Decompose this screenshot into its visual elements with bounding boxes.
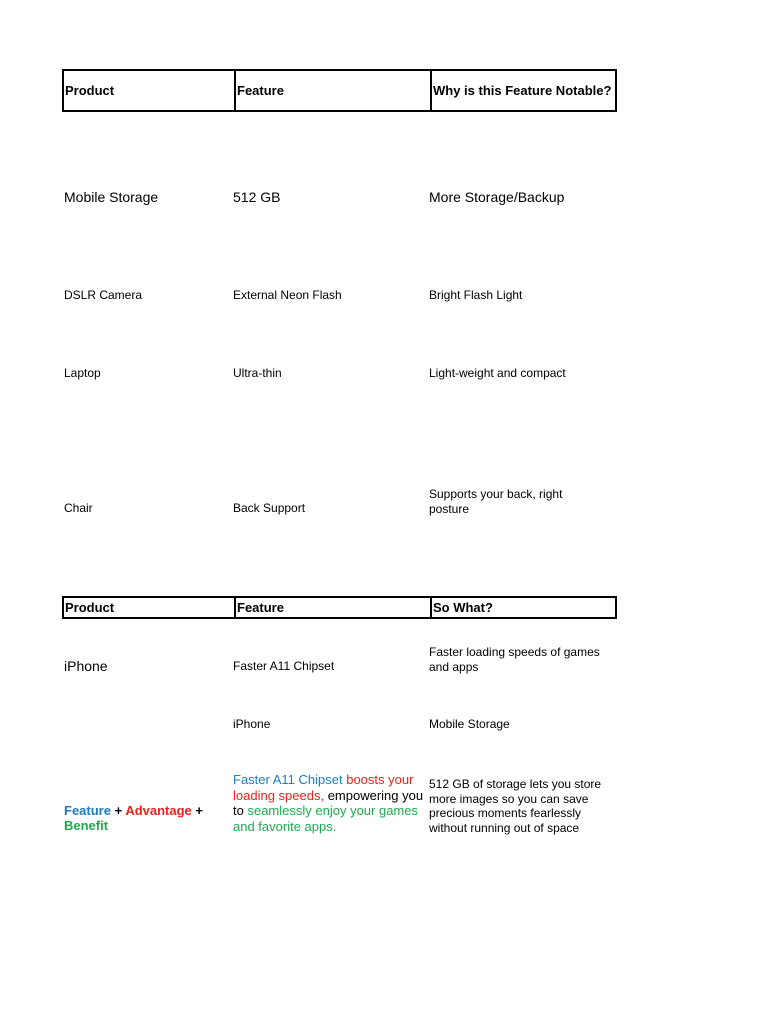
table2-row2-product: iPhone bbox=[233, 717, 271, 731]
fab-feature-word: Feature bbox=[64, 803, 111, 818]
table1-row2-feature: External Neon Flash bbox=[233, 288, 342, 302]
fab-example-storage: 512 GB of storage lets you store more images so you can save precious moments fearlessly without running out of space bbox=[429, 777, 602, 835]
example-feature: Faster A11 Chipset bbox=[233, 772, 343, 787]
table1-header-product: Product bbox=[65, 83, 115, 98]
table1-row4-feature: Back Support bbox=[233, 501, 306, 515]
table1-header-feature: Feature bbox=[234, 71, 430, 110]
table2-row2-feature: Mobile Storage bbox=[429, 717, 510, 731]
table2-header-sowhat: So What? bbox=[430, 598, 615, 617]
fab-benefit-word: Benefit bbox=[64, 818, 109, 833]
fab-formula-label bbox=[64, 803, 224, 833]
table1-row4-notable: Supports your back, right posture bbox=[429, 487, 563, 516]
fab-advantage-word: Advantage bbox=[125, 803, 192, 818]
table2-row1-feature: Faster A11 Chipset bbox=[233, 659, 335, 673]
table1-row2-notable: Bright Flash Light bbox=[429, 288, 523, 302]
table2-row1-sowhat: Faster loading speeds of games and apps bbox=[429, 645, 600, 674]
table1-row3-notable: Light-weight and compact bbox=[429, 366, 566, 380]
fab-plus-2: + bbox=[191, 803, 203, 818]
table1-row4-product: Chair bbox=[64, 501, 93, 515]
fab-plus-1: + bbox=[110, 803, 126, 818]
table1-row1-product: Mobile Storage bbox=[64, 189, 159, 205]
table2-row1-product: iPhone bbox=[64, 658, 108, 674]
table2-header-product: Product bbox=[65, 600, 115, 615]
table1-header bbox=[62, 69, 617, 112]
example-benefit: seamlessly enjoy your games and favorite apps. bbox=[233, 803, 418, 834]
table1-row1-notable: More Storage/Backup bbox=[429, 189, 565, 205]
table1-header-notable: Why is this Feature Notable? bbox=[430, 71, 615, 110]
table2-header bbox=[62, 596, 617, 619]
table2-header-feature: Feature bbox=[234, 598, 430, 617]
table1-row3-product: Laptop bbox=[64, 366, 101, 380]
table1-row2-product: DSLR Camera bbox=[64, 288, 143, 302]
fab-example-sentence bbox=[233, 772, 429, 834]
table1-row1-feature: 512 GB bbox=[233, 189, 281, 205]
example-connector: empowering you to bbox=[233, 787, 424, 818]
example-advantage: boosts your loading speeds, bbox=[233, 772, 414, 803]
table1-row3-feature: Ultra-thin bbox=[233, 366, 282, 380]
